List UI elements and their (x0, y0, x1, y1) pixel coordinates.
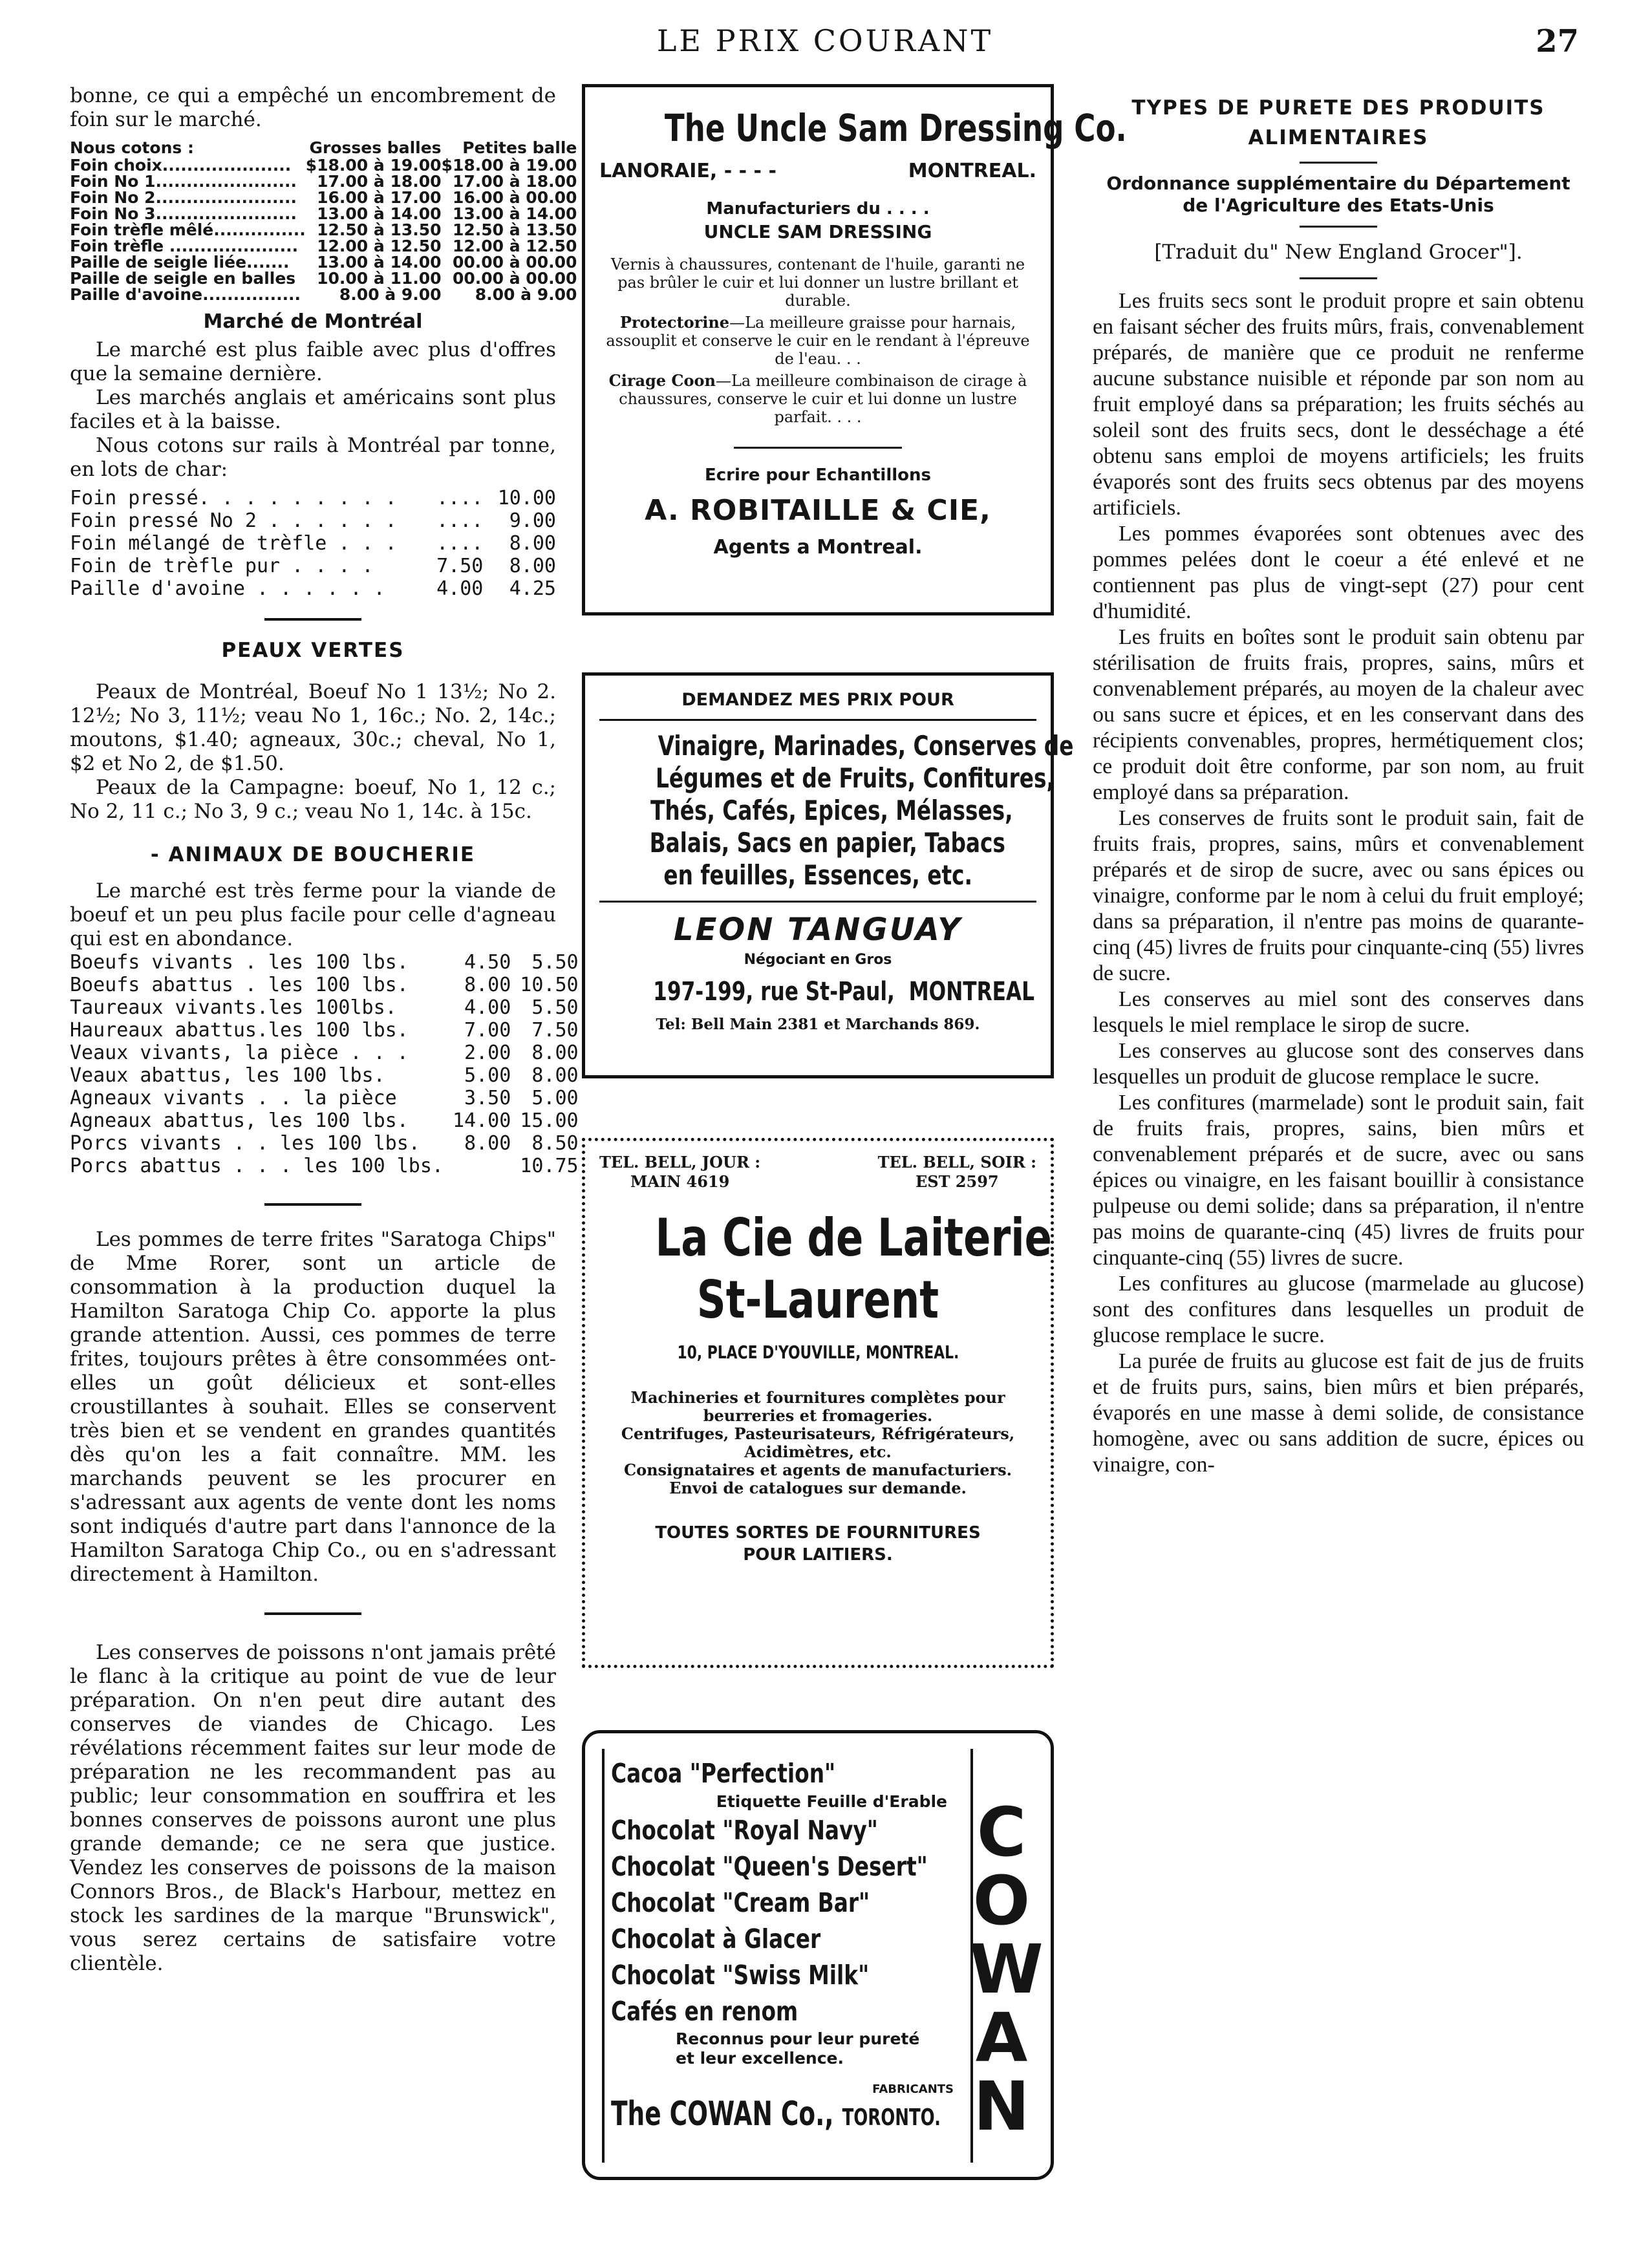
rail-prices-table (70, 487, 556, 600)
ad-text: Protectorine (619, 313, 730, 332)
paragraph: Les conserves de fruits sont le produit sain, fait de fruits frais, propres, sains, mûrs et convenablement préparés et de sirop de sucre, avec ou sans épices ou vinaigre, conforme par le nom à celui du fruit employé; dans sa préparation, il n'entre pas moins de quarante-cinq (45) livres de fruits pour cinquante-cinq (55) livres de sucre. (1093, 806, 1584, 985)
table-cell: 17.00 à 18.00 (452, 172, 577, 191)
table-cell: Foin pressé No 2 . . . . . . (70, 509, 397, 532)
table-cell: .... (436, 509, 484, 532)
table-cell: 7.50 (531, 1019, 579, 1042)
paragraph: Les conserves de poissons n'ont jamais prêté le flanc à la critique au point de vue de leur préparation. On n'en peut dire autant des conserves de viandes de Chicago. Les révélations récemment faites sur leur mode de préparation ne les recommandent pas au public; leur consommation en souffrira et les bonnes conserves de poissons auront une plus grande demande; ce ne sera que justice. Vendez les conserves de poissons de la maison Connors Bros., de Black's Harbour, mettez en stock les sardines de la marque "Brunswick", vous serez certains de satisfaire votre clientèle. (70, 1641, 556, 1975)
table-cell: 7.00 (464, 1019, 511, 1042)
ad-company: LEON TANGUAY (673, 912, 962, 948)
ad-divider (734, 447, 902, 449)
table-cell: 5.50 (531, 951, 579, 974)
table-cell: 8.00 (509, 555, 556, 577)
table-cell: 12.50 à 13.50 (452, 220, 577, 239)
table-row (70, 189, 577, 206)
table-cell: 4.25 (509, 577, 556, 600)
table-cell: Paille d'avoine................ (70, 285, 301, 304)
ad-product-line: Thés, Cafés, Epices, Mélasses, (650, 795, 1013, 826)
table-row (70, 577, 556, 600)
table-row (70, 173, 577, 189)
table-cell: 17.00 à 18.00 (317, 172, 442, 191)
table-row (70, 1019, 579, 1042)
table-cell: 00.00 à 00.00 (452, 253, 577, 272)
ad-text: Reconnus pour leur pureté (676, 2029, 920, 2048)
paragraph: Nous cotons sur rails à Montréal par tonne, en lots de char: (70, 434, 556, 481)
table-row (70, 157, 577, 173)
table-cell: 8.00 (464, 974, 511, 996)
table-row (70, 1042, 579, 1064)
ad-title: The Uncle Sam Dressing Co. (664, 106, 1127, 150)
table-cell: 5.00 (464, 1064, 511, 1087)
table-row (70, 1132, 579, 1155)
table-cell: 8.00 à 9.00 (475, 285, 577, 304)
table-cell: 12.50 à 13.50 (317, 220, 442, 239)
table-cell: Foin pressé. . . . . . . . . (70, 487, 397, 509)
table-cell: 13.00 à 14.00 (452, 204, 577, 223)
cowan-advertisement (582, 1730, 1054, 2180)
table-cell: 8.00 (464, 1132, 511, 1155)
table-cell: 4.00 (464, 996, 511, 1019)
table-row (70, 1064, 579, 1087)
ad-text: —La meilleure graisse pour harnais, assouplit et conserve le cuir en le rendant à l'épreuve de l'eau. . . (606, 314, 1030, 368)
ad-text: Cacoa "Perfection" (611, 1758, 836, 1789)
table-cell: Veaux abattus, les 100 lbs. (70, 1064, 385, 1087)
table-cell: 13.00 à 14.00 (317, 204, 442, 223)
ad-text: Négociant en Gros (744, 952, 892, 968)
table-cell: 10.00 à 11.00 (317, 269, 442, 288)
table-cell: 10.00 (497, 487, 556, 509)
ad-location-left: LANORAIE, - - - - (599, 160, 777, 182)
tanguay-advertisement (582, 672, 1074, 1078)
ad-address: 10, PLACE D'YOUVILLE, MONTREAL. (677, 1342, 959, 1363)
ad-company: St-Laurent (696, 1270, 939, 1330)
ad-phone: TEL. BELL, SOIR : (877, 1153, 1036, 1171)
ad-city: TORONTO. (842, 2104, 941, 2131)
table-cell: Foin No 2....................... (70, 188, 297, 207)
divider (264, 1203, 361, 1206)
ad-phone: EST 2597 (915, 1172, 999, 1191)
table-cell: .... (436, 532, 484, 555)
table-cell: Foin trèfle mêlé............... (70, 220, 306, 239)
laiterie-advertisement (582, 1138, 1054, 1668)
table-cell: 15.00 (520, 1109, 579, 1132)
table-cell: Paille de seigle liée....... (70, 253, 290, 272)
paragraph: Les fruits en boîtes sont le produit sain obtenu par stérilisation de fruits frais, propres, sains, mûrs et convenablement préparés, au moyen de la chaleur avec ou sans sucre et épices, et en les conservant dans des récipients convenables, propres, hermétiquement clos; ce produit doit être conforme, par son nom, au fruit employé dans sa préparation. (1093, 625, 1584, 804)
cowan-letter: C (976, 1793, 1027, 1872)
divider (1300, 277, 1377, 279)
table-row (70, 270, 577, 286)
ad-text: Chocolat "Swiss Milk" (611, 1960, 870, 1991)
ad-text: Consignataires et agents de manufacturiers. (623, 1460, 1012, 1479)
paragraph: Les confitures au glucose (marmelade au glucose) sont des confitures dans lesquelles un produit de glucose remplace le sucre. (1093, 1272, 1584, 1347)
ad-address: 197-199, rue St-Paul, (653, 977, 895, 1007)
ad-text: Chocolat "Royal Navy" (611, 1815, 878, 1846)
ad-city: MONTREAL (908, 977, 1034, 1007)
table-cell: .... (436, 487, 484, 509)
table-cell: 12.00 à 12.50 (317, 237, 442, 255)
hay-prices-body (70, 157, 577, 303)
ad-text: Chocolat "Cream Bar" (611, 1887, 870, 1918)
table-header: Grosses balles (309, 138, 442, 157)
page-header (0, 23, 1650, 62)
livestock-prices-table (70, 951, 579, 1177)
table-row (70, 238, 577, 254)
ad-divider (599, 901, 1036, 903)
table-cell: Veaux vivants, la pièce . . . (70, 1042, 409, 1064)
table-cell: Paille de seigle en balles (70, 269, 296, 288)
divider (264, 1612, 361, 1615)
ad-company: The COWAN Co., (611, 2095, 834, 2134)
section-title: - ANIMAUX DE BOUCHERIE (150, 843, 476, 866)
cowan-letter: N (973, 2067, 1030, 2146)
article-source: [Traduit du" New England Grocer"]. (1154, 241, 1523, 264)
ad-text: —La meilleure combinaison de cirage à chaussures, conserve le cuir et lui donne un lustre parfait. . . . (619, 372, 1027, 426)
table-cell: 9.00 (509, 509, 556, 532)
ad-text: POUR LAITIERS. (743, 1545, 893, 1565)
table-cell: Foin No 1....................... (70, 172, 297, 191)
table-cell: Boeufs vivants . les 100 lbs. (70, 951, 409, 974)
ad-product-list (599, 730, 1074, 892)
table-cell: 5.50 (531, 996, 579, 1019)
table-row (70, 974, 579, 996)
ad-phone: TEL. BELL, JOUR : (599, 1153, 761, 1171)
table-cell: $18.00 à 19.00 (441, 156, 577, 175)
advertisement-column (582, 84, 1127, 2237)
ad-text: Chocolat "Queen's Desert" (611, 1851, 928, 1882)
table-cell: 00.00 à 00.00 (452, 269, 577, 288)
paragraph: Peaux de Montréal, Boeuf No 1 13½; No 2. 12½; No 3, 11½; veau No 1, 16c.; No. 2, 14c.; moutons, $1.40; agneaux, 30c.; cheval, No 1, $2 et No 2, de $1.50. (70, 680, 556, 775)
article-title: TYPES DE PURETE DES PRODUITS ALIMENTAIRES (1131, 96, 1545, 149)
table-cell: 12.00 à 12.50 (452, 237, 577, 255)
ad-text: Machineries et fournitures complètes pour beurreries et fromageries. (630, 1388, 1005, 1425)
table-row (70, 206, 577, 222)
table-cell: 8.50 (531, 1132, 579, 1155)
table-header: Nous cotons : (70, 138, 194, 157)
table-cell: 5.00 (531, 1087, 579, 1109)
table-cell (444, 1155, 511, 1177)
ad-product-line: en feuilles, Essences, etc. (663, 859, 972, 891)
ad-product-line: Vinaigre, Marinades, Conserves de (658, 730, 1074, 762)
table-cell: 14.00 (452, 1109, 511, 1132)
ad-text: Manufacturiers du . . . . (706, 199, 930, 219)
table-cell: Agneaux vivants . . la pièce (70, 1087, 397, 1109)
ad-phone: MAIN 4619 (630, 1172, 730, 1191)
ad-text: Ecrire pour Echantillons (704, 465, 932, 485)
ad-divider (602, 1749, 605, 2163)
table-cell: Haureaux abattus.les 100 lbs. (70, 1019, 409, 1042)
table-row (70, 487, 556, 509)
paragraph: Le marché est plus faible avec plus d'offres que la semaine dernière. (70, 338, 556, 385)
table-row (70, 996, 579, 1019)
paragraph: La purée de fruits au glucose est fait de jus de fruits et de fruits purs, sains, bien mûrs et bien préparés, évaporés en une masse à demi solide, de consistance homogène, avec ou sans addition de sucre, épices ou vinaigre, con- (1093, 1349, 1584, 1477)
table-cell: 8.00 (531, 1042, 579, 1064)
article-body (1093, 288, 1584, 1478)
table-cell: Boeufs abattus . les 100 lbs. (70, 974, 409, 996)
table-header: Petites balle (462, 138, 577, 157)
article-subtitle: Ordonnance supplémentaire du Département de l'Agriculture des Etats-Unis (1106, 173, 1570, 216)
cowan-vertical-logo (969, 1793, 1044, 2146)
table-cell: Foin No 3....................... (70, 204, 297, 223)
ad-text: Vernis à chaussures, contenant de l'huile, garanti ne pas brûler le cuir et lui donner un lustre brillant et durable. (610, 255, 1025, 310)
table-cell: Foin trèfle ..................... (70, 237, 299, 255)
ad-company: A. ROBITAILLE & CIE, (645, 494, 991, 527)
ad-text: Agents a Montreal. (713, 536, 923, 559)
paragraph: Peaux de la Campagne: boeuf, No 1, 12 c.; No 2, 11 c.; No 3, 9 c.; veau No 1, 14c. à 15c. (70, 776, 556, 823)
ad-location-right: MONTREAL. (908, 160, 1036, 182)
table-cell: Foin choix..................... (70, 156, 292, 175)
table-cell: 3.50 (464, 1087, 511, 1109)
ad-text: Envoi de catalogues sur demande. (669, 1479, 967, 1497)
table-cell: 13.00 à 14.00 (317, 253, 442, 272)
ad-divider (599, 719, 1036, 721)
paragraph: Les pommes de terre frites "Saratoga Chips" de Mme Rorer, sont un article de consommation à la production duquel la Hamilton Saratoga Chip Co. apporte la plus grande attention. Aussi, ces pommes de terre frites, toujours prêtes à être consommées ont-elles un goût délicieux et sont-elles croustillantes à souhait. Elles se conservent très bien et se vendent en grandes quantités dès qu'on les a fait connaître. MM. les marchands peuvent se les procurer en s'adressant aux agents de vente dont les noms sont indiqués d'autre part dans l'annonce de la Hamilton Saratoga Chip Co., ou en s'adressant directement à Hamilton. (70, 1228, 556, 1586)
table-cell: 8.00 à 9.00 (339, 285, 442, 304)
table-cell: 10.50 (520, 974, 579, 996)
hay-prices-table (70, 138, 577, 303)
ad-text: FABRICANTS (872, 2082, 954, 2096)
table-cell: Foin de trèfle pur . . . . (70, 555, 374, 577)
table-row (70, 222, 577, 238)
table-cell: Porcs vivants . . les 100 lbs. (70, 1132, 420, 1155)
ad-text: et leur excellence. (676, 2049, 844, 2068)
table-row (70, 1087, 579, 1109)
ad-text: Cafés en renom (611, 1996, 798, 2027)
ad-product-line: Balais, Sacs en papier, Tabacs (649, 827, 1005, 859)
table-cell: Paille d'avoine . . . . . . (70, 577, 385, 600)
ad-company: La Cie de Laiterie (655, 1208, 1052, 1268)
left-column (70, 84, 579, 2218)
ad-text: DEMANDEZ MES PRIX POUR (681, 690, 954, 710)
ad-text: Etiquette Feuille d'Erable (716, 1792, 947, 1811)
table-cell: 2.00 (464, 1042, 511, 1064)
table-cell: 7.50 (436, 555, 484, 577)
right-column (1093, 84, 1584, 2237)
paragraph: Les fruits secs sont le produit propre et sain obtenu en faisant sécher des fruits mûrs, frais, convenablement préparés, de manière que ce produit ne renferme aucune substance nuisible et réponde par son nom au fruit employé dans sa préparation; les fruits séchés au soleil sont des fruits secs, dont le desséchage a été obtenu sans emploi de moyens artificiels; les fruits évaporés sont des fruits secs obtenus par des moyens artificiels. (1093, 289, 1584, 520)
divider (264, 618, 361, 621)
cowan-product-list (611, 1755, 960, 2136)
table-row (70, 509, 556, 532)
page-number: 27 (1536, 23, 1579, 59)
paragraph: Les confitures (marmelade) sont le produit sain, fait de fruits frais, propres, sains, bien mûrs et convenablement préparés et de sucre, avec ou sans épices ou vinaigre, en les faisant bouillir à consistance pulpeuse ou demi solide; dans sa préparation, il n'entre pas moins de quarante-cinq (45) livres de fruits pour cinquante-cinq (55) livres de sucre. (1093, 1091, 1584, 1270)
section-title: Marché de Montréal (203, 310, 423, 333)
paragraph: Le marché est très ferme pour la viande de boeuf et un peu plus facile pour celle d'agneau qui est en abondance. (70, 879, 556, 950)
ad-text: Centrifuges, Pasteurisateurs, Réfrigérateurs, Acidimètres, etc. (621, 1424, 1015, 1461)
table-cell: $18.00 à 19.00 (305, 156, 442, 175)
table-cell: 8.00 (509, 532, 556, 555)
paragraph: Les pommes évaporées sont obtenues avec des pommes pelées dont le coeur a été enlevé et ne contiennent pas plus de vingt-sept (27) pour cent d'humidité. (1093, 522, 1584, 623)
cowan-letter: A (975, 1998, 1028, 2077)
table-header-row (70, 138, 577, 157)
ad-text: UNCLE SAM DRESSING (703, 221, 932, 242)
paragraph: Les marchés anglais et américains sont plus faciles et à la baisse. (70, 386, 556, 433)
table-cell: Taureaux vivants.les 100lbs. (70, 996, 397, 1019)
table-row (70, 951, 579, 974)
table-row (70, 532, 556, 555)
divider (1300, 226, 1377, 228)
ad-text: Cirage Coon (608, 371, 716, 390)
ad-text: TOUTES SORTES DE FOURNITURES (655, 1523, 981, 1543)
uncle-sam-advertisement (582, 84, 1127, 615)
masthead-title: LE PRIX COURANT (656, 23, 994, 58)
table-row (70, 1155, 579, 1177)
table-cell: Foin mélangé de trèfle . . . (70, 532, 397, 555)
cowan-letter: W (969, 1930, 1044, 2009)
divider (1300, 162, 1377, 164)
table-row (70, 1109, 579, 1132)
table-row (70, 254, 577, 270)
table-row (70, 286, 577, 303)
intro-paragraph: bonne, ce qui a empêché un encombrement de foin sur le marché. (70, 84, 556, 131)
table-cell: 16.00 à 00.00 (452, 188, 577, 207)
table-cell: Porcs abattus . . . les 100 lbs. (70, 1155, 444, 1177)
table-cell: 10.75 (520, 1155, 579, 1177)
table-cell: 16.00 à 17.00 (317, 188, 442, 207)
section-title: PEAUX VERTES (221, 639, 405, 662)
table-cell: 8.00 (531, 1064, 579, 1087)
paragraph: Les conserves au miel sont des conserves dans lesquels le miel remplace le sirop de sucre. (1093, 987, 1584, 1037)
table-cell: 4.50 (464, 951, 511, 974)
ad-text: Chocolat à Glacer (611, 1923, 821, 1954)
ad-product-line: Légumes et de Fruits, Confitures, (656, 762, 1055, 794)
table-cell: 4.00 (436, 577, 484, 600)
table-row (70, 555, 556, 577)
cowan-letter: O (972, 1861, 1031, 1940)
table-cell: Agneaux abattus, les 100 lbs. (70, 1109, 409, 1132)
ad-text: Tel: Bell Main 2381 et Marchands 869. (656, 1016, 980, 1033)
paragraph: Les conserves au glucose sont des conserves dans lesquelles un produit de glucose remplace le sucre. (1093, 1039, 1584, 1089)
